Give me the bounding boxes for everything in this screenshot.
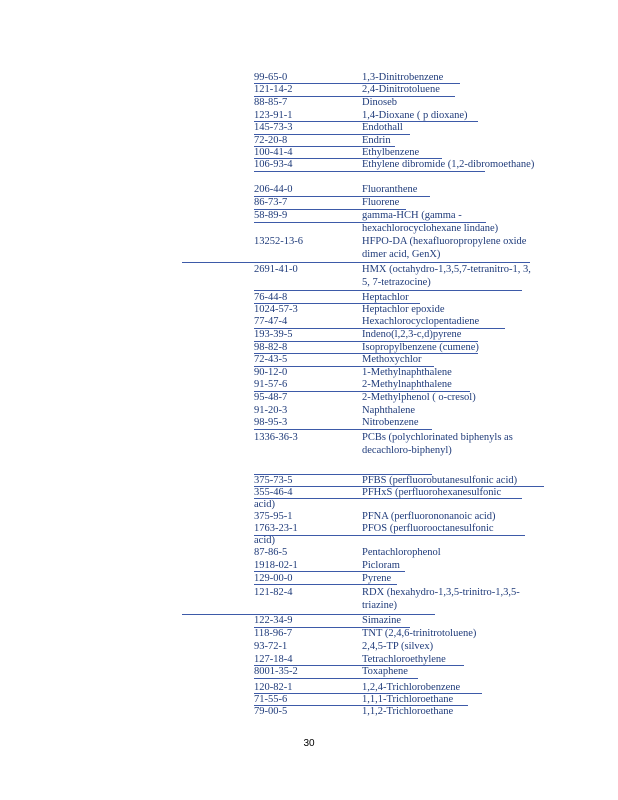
chemical-name: 1,3-Dinitrobenzene bbox=[362, 72, 444, 83]
cas-number: 87-86-5 bbox=[254, 547, 288, 558]
chemical-name: Pentachlorophenol bbox=[362, 547, 441, 558]
cas-number: 1918-02-1 bbox=[254, 560, 298, 571]
row-divider bbox=[254, 665, 464, 666]
row-divider bbox=[254, 158, 442, 159]
cas-number: 106-93-4 bbox=[254, 159, 293, 170]
chemical-name: Pyrene bbox=[362, 573, 392, 584]
chemical-name: HMX (octahydro-1,3,5,7-tetranitro-1, 3, 5, 7-tetrazocine) bbox=[362, 264, 531, 288]
chemical-name: Fluoranthene bbox=[362, 184, 418, 195]
chemical-name: Dinoseb bbox=[362, 97, 397, 108]
row-divider bbox=[254, 535, 525, 536]
cas-number: 375-73-5 bbox=[254, 475, 293, 486]
cas-number: 98-82-8 bbox=[254, 342, 288, 353]
row-divider bbox=[254, 678, 418, 679]
chemical-name: 2-Methylphenol ( o-cresol) bbox=[362, 392, 476, 403]
cas-number: 121-14-2 bbox=[254, 84, 293, 95]
chemical-name: HFPO-DA (hexafluoropropylene oxide dimer acid, GenX) bbox=[362, 236, 527, 260]
row-divider bbox=[254, 705, 468, 706]
row-divider bbox=[254, 693, 482, 694]
cas-number: 79-00-5 bbox=[254, 706, 288, 717]
chemical-name: Fluorene bbox=[362, 197, 400, 208]
row-divider bbox=[254, 474, 432, 475]
cas-number: 121-82-4 bbox=[254, 587, 293, 598]
cas-number: 375-95-1 bbox=[254, 511, 293, 522]
chemical-name: 1,1,1-Trichloroethane bbox=[362, 694, 454, 705]
chemical-name: Methoxychlor bbox=[362, 354, 422, 365]
cas-number: 88-85-7 bbox=[254, 97, 288, 108]
cas-number: 72-20-8 bbox=[254, 135, 288, 146]
cas-number: 123-91-1 bbox=[254, 110, 293, 121]
row-divider bbox=[182, 262, 530, 263]
chemical-name: 2-Methylnaphthalene bbox=[362, 379, 452, 390]
row-divider bbox=[254, 83, 460, 84]
cas-number: 86-73-7 bbox=[254, 197, 288, 208]
cas-number: 8001-35-2 bbox=[254, 666, 298, 677]
cas-number: 77-47-4 bbox=[254, 316, 288, 327]
cas-number: 120-82-1 bbox=[254, 682, 293, 693]
chemical-name: Endrin bbox=[362, 135, 391, 146]
cas-number: 129-00-0 bbox=[254, 573, 293, 584]
row-divider bbox=[254, 290, 522, 291]
row-divider bbox=[254, 209, 406, 210]
chemical-name: 2,4-Dinitrotoluene bbox=[362, 84, 440, 95]
chemical-name: Hexachlorocyclopentadiene bbox=[362, 316, 480, 327]
row-divider bbox=[254, 146, 395, 147]
cas-number: 118-96-7 bbox=[254, 628, 293, 639]
cas-number: 95-48-7 bbox=[254, 392, 288, 403]
chemical-name: PFBS (perfluorobutanesulfonic acid) bbox=[362, 475, 518, 486]
chemical-name: Ethylbenzene bbox=[362, 147, 420, 158]
row-divider bbox=[254, 486, 544, 487]
chemical-name: Heptachlor bbox=[362, 292, 409, 303]
chemical-name: Simazine bbox=[362, 615, 402, 626]
chemical-name: Tetrachloroethylene bbox=[362, 654, 446, 665]
chemical-name: Heptachlor epoxide bbox=[362, 304, 445, 315]
cas-number: acid) bbox=[254, 499, 275, 510]
row-divider bbox=[254, 328, 505, 329]
page-number: 30 bbox=[303, 738, 315, 749]
row-divider bbox=[254, 222, 486, 223]
cas-number: 2691-41-0 bbox=[254, 264, 298, 275]
chemical-name: 2,4,5-TP (silvex) bbox=[362, 641, 434, 652]
cas-number: 72-43-5 bbox=[254, 354, 288, 365]
chemical-name: TNT (2,4,6-trinitrotoluene) bbox=[362, 628, 477, 639]
row-divider bbox=[254, 196, 430, 197]
cas-number: 91-20-3 bbox=[254, 405, 288, 416]
row-divider bbox=[254, 498, 522, 499]
cas-number: 93-72-1 bbox=[254, 641, 288, 652]
chemical-name: PFOS (perfluorooctanesulfonic bbox=[362, 523, 494, 534]
row-divider bbox=[254, 96, 455, 97]
row-divider bbox=[254, 303, 420, 304]
chemical-name: Endothall bbox=[362, 122, 403, 133]
cas-number: 1336-36-3 bbox=[254, 432, 298, 443]
chemical-name: Ethylene dibromide (1,2-dibromoethane) bbox=[362, 159, 535, 170]
chemical-name: Nitrobenzene bbox=[362, 417, 419, 428]
row-divider bbox=[254, 584, 397, 585]
cas-number: 206-44-0 bbox=[254, 184, 293, 195]
cas-number: 193-39-5 bbox=[254, 329, 293, 340]
chemical-name: Isopropylbenzene (cumene) bbox=[362, 342, 479, 353]
cas-number: 58-89-9 bbox=[254, 210, 288, 221]
chemical-name: 1,2,4-Trichlorobenzene bbox=[362, 682, 461, 693]
cas-number: 13252-13-6 bbox=[254, 236, 303, 247]
chemical-name: 1,1,2-Trichloroethane bbox=[362, 706, 454, 717]
cas-number: 91-57-6 bbox=[254, 379, 288, 390]
chemical-name: PFHxS (perfluorohexanesulfonic bbox=[362, 487, 502, 498]
chemical-name: RDX (hexahydro-1,3,5-trinitro-1,3,5-triazine) bbox=[362, 587, 520, 611]
cas-number: 145-73-3 bbox=[254, 122, 293, 133]
chemical-name: 1,4-Dioxane ( p dioxane) bbox=[362, 110, 468, 121]
row-divider bbox=[254, 341, 478, 342]
chemical-name: 1-Methylnaphthalene bbox=[362, 367, 452, 378]
row-divider bbox=[254, 627, 410, 628]
row-divider bbox=[254, 366, 434, 367]
chemical-name: Indeno(l,2,3-c,d)pyrene bbox=[362, 329, 462, 340]
cas-number: acid) bbox=[254, 535, 275, 546]
cas-number: 122-34-9 bbox=[254, 615, 293, 626]
row-divider bbox=[254, 571, 405, 572]
chemical-name: Picloram bbox=[362, 560, 400, 571]
cas-number: 76-44-8 bbox=[254, 292, 288, 303]
chemical-name: gamma-HCH (gamma -hexachlorocyclohexane lindane) bbox=[362, 210, 499, 234]
cas-number: 71-55-6 bbox=[254, 694, 288, 705]
row-divider bbox=[182, 614, 435, 615]
row-divider bbox=[254, 353, 478, 354]
cas-number: 1763-23-1 bbox=[254, 523, 298, 534]
row-divider bbox=[254, 391, 470, 392]
cas-number: 98-95-3 bbox=[254, 417, 288, 428]
cas-number: 100-41-4 bbox=[254, 147, 293, 158]
cas-number: 355-46-4 bbox=[254, 487, 293, 498]
row-divider bbox=[254, 171, 485, 172]
chemical-name: PCBs (polychlorinated biphenyls as decachloro-biphenyl) bbox=[362, 432, 513, 456]
row-divider bbox=[254, 429, 432, 430]
row-divider bbox=[254, 121, 478, 122]
chemical-name: Naphthalene bbox=[362, 405, 416, 416]
chemical-name: PFNA (perfluorononanoic acid) bbox=[362, 511, 496, 522]
cas-number: 99-65-0 bbox=[254, 72, 288, 83]
row-divider bbox=[254, 134, 410, 135]
chemical-name: Toxaphene bbox=[362, 666, 408, 677]
cas-number: 1024-57-3 bbox=[254, 304, 298, 315]
cas-number: 127-18-4 bbox=[254, 654, 293, 665]
cas-number: 90-12-0 bbox=[254, 367, 288, 378]
